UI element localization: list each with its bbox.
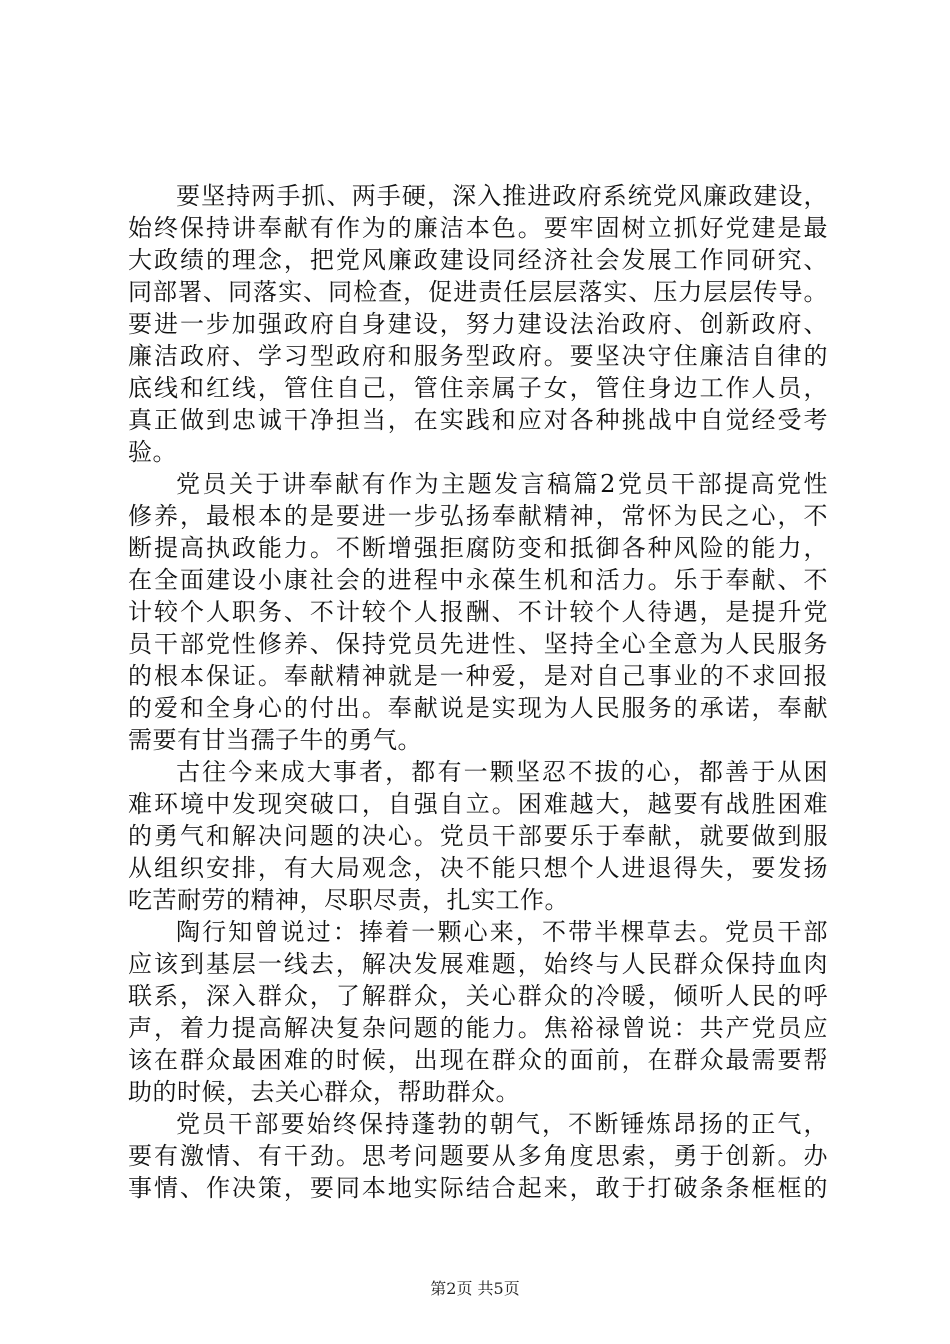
paragraph-line: 底线和红线，管住自己，管住亲属子女，管住身边工作人员，: [128, 374, 828, 402]
page-footer: 第2页 共5页: [430, 1279, 520, 1298]
paragraph-line: 事情、作决策，要同本地实际结合起来，敢于打破条条框框的: [128, 1174, 828, 1202]
paragraph-line: 应该到基层一线去，解决发展难题，始终与人民群众保持血肉: [128, 950, 828, 978]
paragraph-line: 同部署、同落实、同检查，促进责任层层落实、压力层层传导。: [128, 278, 828, 306]
paragraph-line: 古往今来成大事者，都有一颗坚忍不拔的心，都善于从困: [176, 758, 828, 786]
paragraph-line: 要有激情、有干劲。思考问题要从多角度思索，勇于创新。办: [128, 1142, 828, 1170]
paragraph-line: 大政绩的理念，把党风廉政建设同经济社会发展工作同研究、: [128, 246, 828, 274]
paragraph-line: 党员干部要始终保持蓬勃的朝气，不断锤炼昂扬的正气，: [176, 1110, 828, 1138]
paragraph: [128, 756, 828, 916]
document-body: [128, 180, 828, 1204]
paragraph-line: 计较个人职务、不计较个人报酬、不计较个人待遇，是提升党: [128, 598, 828, 626]
paragraph-line: 从组织安排，有大局观念，决不能只想个人进退得失，要发扬: [128, 854, 828, 882]
paragraph-line: 要坚持两手抓、两手硬，深入推进政府系统党风廉政建设，: [176, 182, 828, 210]
paragraph-line: 在全面建设小康社会的进程中永葆生机和活力。乐于奉献、不: [128, 566, 828, 594]
paragraph-line: 声，着力提高解决复杂问题的能力。焦裕禄曾说：共产党员应: [128, 1014, 828, 1042]
paragraph-line: 吃苦耐劳的精神，尽职尽责，扎实工作。: [128, 886, 569, 914]
paragraph-line: 难环境中发现突破口，自强自立。困难越大，越要有战胜困难: [128, 790, 828, 818]
paragraph-line: 真正做到忠诚干净担当，在实践和应对各种挑战中自觉经受考: [128, 406, 828, 434]
paragraph: [128, 1108, 828, 1204]
paragraph: [128, 468, 828, 756]
paragraph-line: 要进一步加强政府自身建设，努力建设法治政府、创新政府、: [128, 310, 828, 338]
paragraph-line: 验。: [128, 438, 177, 466]
paragraph: [128, 916, 828, 1108]
paragraph-line: 陶行知曾说过：捧着一颗心来，不带半棵草去。党员干部: [176, 918, 828, 946]
paragraph-line: 需要有甘当孺子牛的勇气。: [128, 726, 422, 754]
paragraph-line: 助的时候，去关心群众，帮助群众。: [128, 1078, 520, 1106]
paragraph: [128, 180, 828, 468]
paragraph-line: 的根本保证。奉献精神就是一种爱，是对自己事业的不求回报: [128, 662, 828, 690]
paragraph-line: 党员关于讲奉献有作为主题发言稿篇2党员干部提高党性: [176, 470, 828, 498]
paragraph-line: 修养，最根本的是要进一步弘扬奉献精神，常怀为民之心，不: [128, 502, 828, 530]
paragraph-line: 廉洁政府、学习型政府和服务型政府。要坚决守住廉洁自律的: [128, 342, 828, 370]
paragraph-line: 的爱和全身心的付出。奉献说是实现为人民服务的承诺，奉献: [128, 694, 828, 722]
paragraph-line: 的勇气和解决问题的决心。党员干部要乐于奉献，就要做到服: [128, 822, 828, 850]
paragraph-line: 断提高执政能力。不断增强拒腐防变和抵御各种风险的能力，: [128, 534, 828, 562]
paragraph-line: 联系，深入群众，了解群众，关心群众的冷暖，倾听人民的呼: [128, 982, 828, 1010]
paragraph-line: 该在群众最困难的时候，出现在群众的面前，在群众最需要帮: [128, 1046, 828, 1074]
paragraph-line: 始终保持讲奉献有作为的廉洁本色。要牢固树立抓好党建是最: [128, 214, 828, 242]
paragraph-line: 员干部党性修养、保持党员先进性、坚持全心全意为人民服务: [128, 630, 828, 658]
